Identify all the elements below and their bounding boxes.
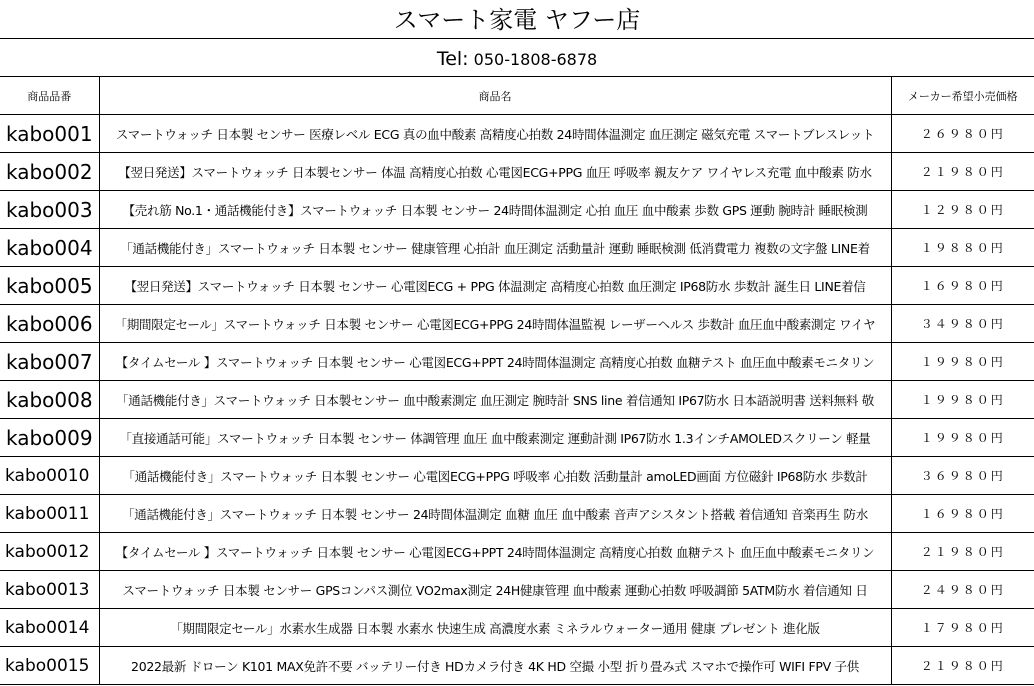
product-code: kabo001 <box>0 115 99 153</box>
product-price: １９８８０円 <box>891 229 1034 267</box>
product-name: 【翌日発送】スマートウォッチ 日本製センサー 体温 高精度心拍数 心電図ECG+PPG 血圧 呼吸率 親友ケア ワイヤレス充電 血中酸素 防水 <box>99 153 891 191</box>
product-name: 「期間限定セール」スマートウォッチ 日本製 センサー 心電図ECG+PPG 24時間体温監視 レーザーヘルス 歩数計 血圧血中酸素測定 ワイヤ <box>99 305 891 343</box>
product-price: １９９８０円 <box>891 343 1034 381</box>
product-code: kabo0012 <box>0 533 99 571</box>
product-price: ２６９８０円 <box>891 115 1034 153</box>
product-name: 「期間限定セール」水素水生成器 日本製 水素水 快速生成 高濃度水素 ミネラルウォーター通用 健康 プレゼント 進化版 <box>99 609 891 647</box>
product-code: kabo009 <box>0 419 99 457</box>
product-price: １７９８０円 <box>891 609 1034 647</box>
table-row <box>0 229 1034 267</box>
product-price: １６９８０円 <box>891 267 1034 305</box>
product-price: ３４９８０円 <box>891 305 1034 343</box>
product-name: 「通話機能付き」スマートウォッチ 日本製センサー 血中酸素測定 血圧測定 腕時計 SNS line 着信通知 IP67防水 日本語説明書 送料無料 敬 <box>99 381 891 419</box>
product-code: kabo005 <box>0 267 99 305</box>
product-price: １６９８０円 <box>891 495 1034 533</box>
table-row <box>0 571 1034 609</box>
product-price: ２４９８０円 <box>891 571 1034 609</box>
product-name: 「直接通話可能」スマートウォッチ 日本製 センサー 体調管理 血圧 血中酸素測定 運動計測 IP67防水 1.3インチAMOLEDスクリーン 軽量 <box>99 419 891 457</box>
product-code: kabo0014 <box>0 609 99 647</box>
table-header-row <box>0 77 1034 115</box>
table-row <box>0 381 1034 419</box>
product-price: ２１９８０円 <box>891 533 1034 571</box>
header-code: 商品品番 <box>0 77 99 115</box>
product-code: kabo0011 <box>0 495 99 533</box>
table-row <box>0 115 1034 153</box>
product-name: 「通話機能付き」スマートウォッチ 日本製 センサー 24時間体温測定 血糖 血圧 血中酸素 音声アシスタント搭載 着信通知 音楽再生 防水 <box>99 495 891 533</box>
product-code: kabo004 <box>0 229 99 267</box>
product-price: １９９８０円 <box>891 381 1034 419</box>
table-row <box>0 533 1034 571</box>
product-name: 【タイムセール 】スマートウォッチ 日本製 センサー 心電図ECG+PPT 24時間体温測定 高精度心拍数 血糖テスト 血圧血中酸素モニタリン <box>99 343 891 381</box>
product-name: 「通話機能付き」スマートウォッチ 日本製 センサー 健康管理 心拍計 血圧測定 活動量計 運動 睡眠検測 低消費電力 複数の文字盤 LINE着 <box>99 229 891 267</box>
store-title: スマート家電 ヤフー店 <box>0 0 1034 39</box>
product-price: ３６９８０円 <box>891 457 1034 495</box>
product-code: kabo006 <box>0 305 99 343</box>
table-row <box>0 305 1034 343</box>
table-row <box>0 267 1034 305</box>
product-name: 【タイムセール 】スマートウォッチ 日本製 センサー 心電図ECG+PPT 24時間体温測定 高精度心拍数 血糖テスト 血圧血中酸素モニタリン <box>99 533 891 571</box>
table-row <box>0 191 1034 229</box>
table-row <box>0 153 1034 191</box>
product-code: kabo002 <box>0 153 99 191</box>
product-name: 「通話機能付き」スマートウォッチ 日本製 センサー 心電図ECG+PPG 呼吸率 心拍数 活動量計 amoLED画面 方位磁針 IP68防水 歩数計 <box>99 457 891 495</box>
product-code: kabo008 <box>0 381 99 419</box>
table-row <box>0 495 1034 533</box>
product-code: kabo0010 <box>0 457 99 495</box>
product-name: スマートウォッチ 日本製 センサー 医療レベル ECG 真の血中酸素 高精度心拍数 24時間体温測定 血圧測定 磁気充電 スマートブレスレット <box>99 115 891 153</box>
header-price: メーカー希望小売価格 <box>891 77 1034 115</box>
product-code: kabo007 <box>0 343 99 381</box>
table-row <box>0 343 1034 381</box>
product-code: kabo0013 <box>0 571 99 609</box>
table-row <box>0 457 1034 495</box>
product-name: 2022最新 ドローン K101 MAX免許不要 バッテリー付き HDカメラ付き 4K HD 空撮 小型 折り畳み式 スマホで操作可 WIFI FPV 子供 <box>99 647 891 685</box>
tel-number: 050-1808-6878 <box>473 50 598 69</box>
tel-label: Tel: <box>436 48 469 70</box>
table-row <box>0 609 1034 647</box>
product-code: kabo0015 <box>0 647 99 685</box>
contact-line <box>0 39 1034 75</box>
product-price: １２９８０円 <box>891 191 1034 229</box>
product-name: スマートウォッチ 日本製 センサー GPSコンパス測位 VO2max測定 24H健康管理 血中酸素 運動心拍数 呼吸調節 5ATM防水 着信通知 日 <box>99 571 891 609</box>
product-price: ２１９８０円 <box>891 647 1034 685</box>
product-name: 【翌日発送】スマートウォッチ 日本製 センサー 心電図ECG + PPG 体温測定 高精度心拍数 血圧測定 IP68防水 歩数計 誕生日 LINE着信 <box>99 267 891 305</box>
product-price: １９９８０円 <box>891 419 1034 457</box>
header-name: 商品名 <box>99 77 891 115</box>
product-name: 【売れ筋 No.1・通話機能付き】スマートウォッチ 日本製 センサー 24時間体温測定 心拍 血圧 血中酸素 歩数 GPS 運動 腕時計 睡眠検測 <box>99 191 891 229</box>
product-code: kabo003 <box>0 191 99 229</box>
product-price: ２１９８０円 <box>891 153 1034 191</box>
table-row <box>0 419 1034 457</box>
product-table <box>0 76 1034 685</box>
table-row <box>0 647 1034 685</box>
